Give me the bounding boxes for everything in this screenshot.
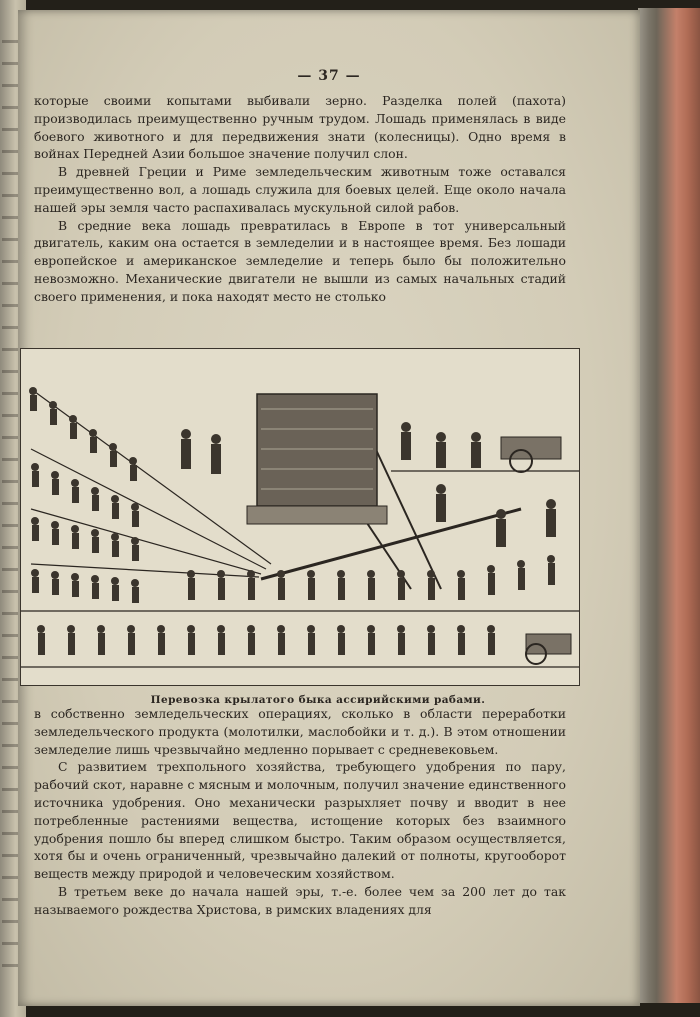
paragraph: С развитием трехпольного хозяйства, требующего удобрения по пару, рабочий скот, наравне с мясным и молочным, получил значение единственного источника удобрения. Оно механически разрыхляет почву и вводит в нее потребленные растениями вещества, истощение которых без взаимного удобрения пошло бы вперед слишком быстро. Таким образом осуществляется, хотя бы и очень ограниченный, чрезвычайно далекий от полноты, кругооборот веществ между природой и человеческим хозяйством. xyxy=(34,759,566,882)
text-block-top xyxy=(34,92,566,306)
paragraph: В третьем веке до начала нашей эры, т.-е. более чем за 200 лет до так называемого рождества Христова, в римских владениях для xyxy=(34,883,566,917)
book-page xyxy=(18,10,640,1006)
engraving-illustration xyxy=(20,348,580,686)
book-cover-edge xyxy=(638,8,700,1003)
text-block-bottom xyxy=(34,705,566,919)
paragraph: в собственно земледельческих операциях, сколько в области переработки земледельческого продукта (молотилки, маслобойки и т. д.). В этом отношении земледелие лишь чрезвычайно медленно порывает с средневековьем. xyxy=(34,706,566,757)
paragraph: В древней Греции и Риме земледельческим животным тоже оставался преимущественно вол, а лошадь служила для боевых целей. Еще около начала нашей эры земля часто распахивалась мускульной силой рабов. xyxy=(34,164,566,215)
previous-page-text-fragments xyxy=(2,40,18,980)
illustration-drawing xyxy=(21,349,579,685)
figure-caption: Перевозка крылатого быка ассирийскими рабами. xyxy=(150,694,486,706)
page-number: — 37 — xyxy=(297,68,361,84)
paragraph: В средние века лошадь превратилась в Европе в тот универсальный двигатель, каким она остается в земледелии и в настоящее время. Без лошади европейское и американское земледелие и теперь было бы положительно невозможно. Механические двигатели не вышли из самых начальных стадий своего применения, и пока находят место не столько xyxy=(34,217,566,304)
paragraph: которые своими копытами выбивали зерно. Разделка полей (пахота) производилась преимущественно ручным трудом. Лошадь применялась в виде боевого животного и для передвижения знати (колесницы). Одно время в войнах Передней Азии большое значение получил слон. xyxy=(34,93,566,162)
